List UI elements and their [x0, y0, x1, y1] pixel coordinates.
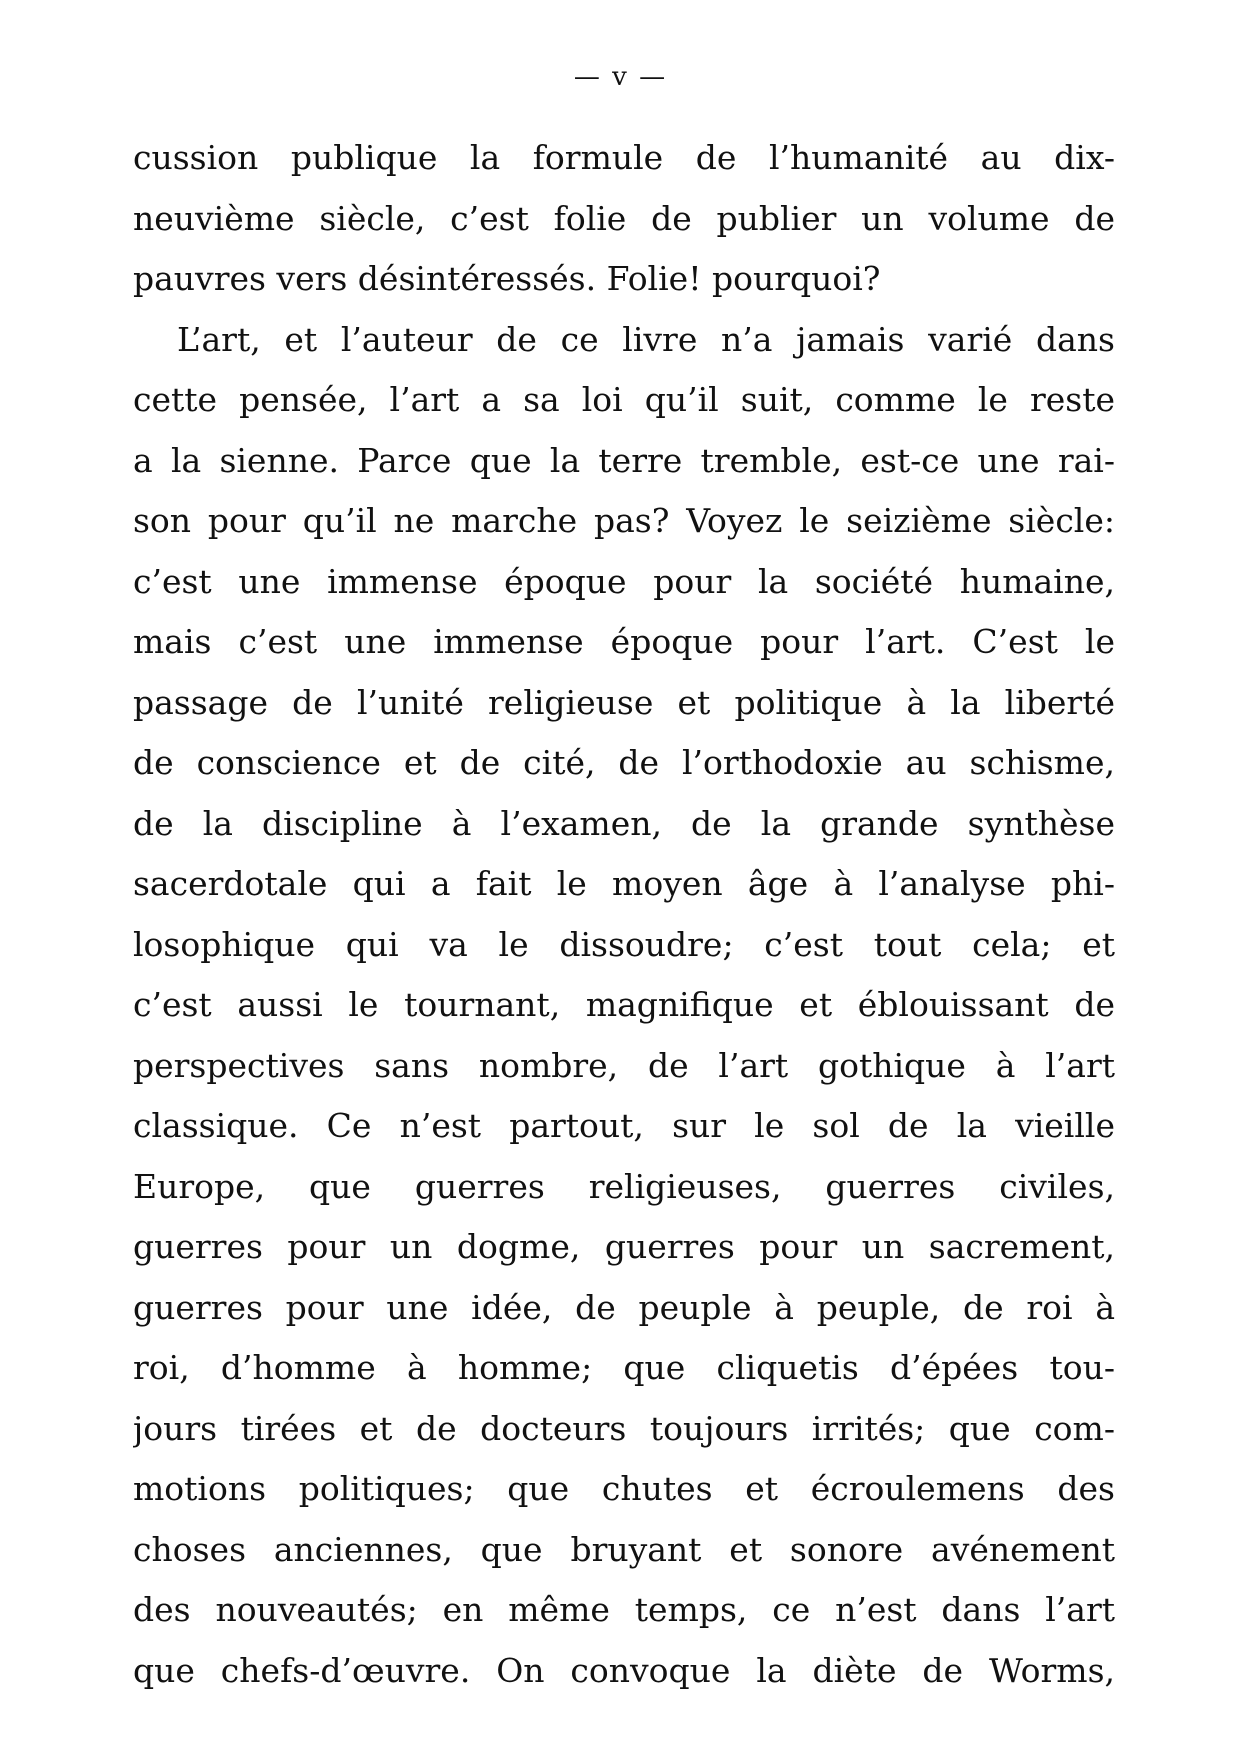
text-line: de conscience et de cité, de l’orthodoxie au schisme,: [133, 743, 1115, 782]
text-line: des nouveautés; en même temps, ce n’est dans l’art: [133, 1590, 1115, 1629]
text-line: guerres pour un dogme, guerres pour un sacrement,: [133, 1227, 1115, 1266]
text-line: sacerdotale qui a fait le moyen âge à l’analyse phi-: [133, 864, 1115, 903]
text-line: cussion publique la formule de l’humanité au dix-: [133, 138, 1115, 177]
text-line: Europe, que guerres religieuses, guerres civiles,: [133, 1166, 1115, 1206]
text-line: neuvième siècle, c’est folie de publier un volume de: [133, 198, 1115, 238]
text-line: L’art, et l’auteur de ce livre n’a jamais varié dans: [177, 319, 1115, 359]
text-line: son pour qu’il ne marche pas? Voyez le seizième siècle:: [133, 501, 1115, 540]
text-line: cette pensée, l’art a sa loi qu’il suit, comme le reste: [133, 380, 1115, 419]
text-line: jours tirées et de docteurs toujours irrités; que com-: [133, 1408, 1115, 1448]
text-line: que chefs-d’œuvre. On convoque la diète de Worms,: [133, 1650, 1115, 1690]
text-line: passage de l’unité religieuse et politique à la liberté: [133, 682, 1115, 722]
text-line: losophique qui va le dissoudre; c’est tout cela; et: [133, 924, 1115, 964]
text-line: c’est une immense époque pour la société humaine,: [133, 561, 1115, 601]
text-line: perspectives sans nombre, de l’art gothique à l’art: [133, 1045, 1115, 1085]
text-line: roi, d’homme à homme; que cliquetis d’épées tou-: [133, 1348, 1115, 1387]
text-line: pauvres vers désintéressés. Folie! pourquoi?: [133, 259, 881, 298]
text-line: choses anciennes, que bruyant et sonore avénement: [133, 1529, 1115, 1569]
text-line: guerres pour une idée, de peuple à peuple, de roi à: [133, 1287, 1115, 1327]
body-text: [133, 128, 1115, 1701]
text-line: c’est aussi le tournant, magnifique et éblouissant de: [133, 985, 1115, 1024]
text-line: mais c’est une immense époque pour l’art. C’est le: [133, 622, 1115, 661]
text-line: classique. Ce n’est partout, sur le sol de la vieille: [133, 1106, 1115, 1145]
text-line: a la sienne. Parce que la terre tremble, est-ce une rai-: [133, 440, 1115, 480]
page-number: — v —: [573, 62, 668, 92]
text-line: de la discipline à l’examen, de la grande synthèse: [133, 803, 1115, 843]
text-line: motions politiques; que chutes et écroulemens des: [133, 1469, 1115, 1508]
